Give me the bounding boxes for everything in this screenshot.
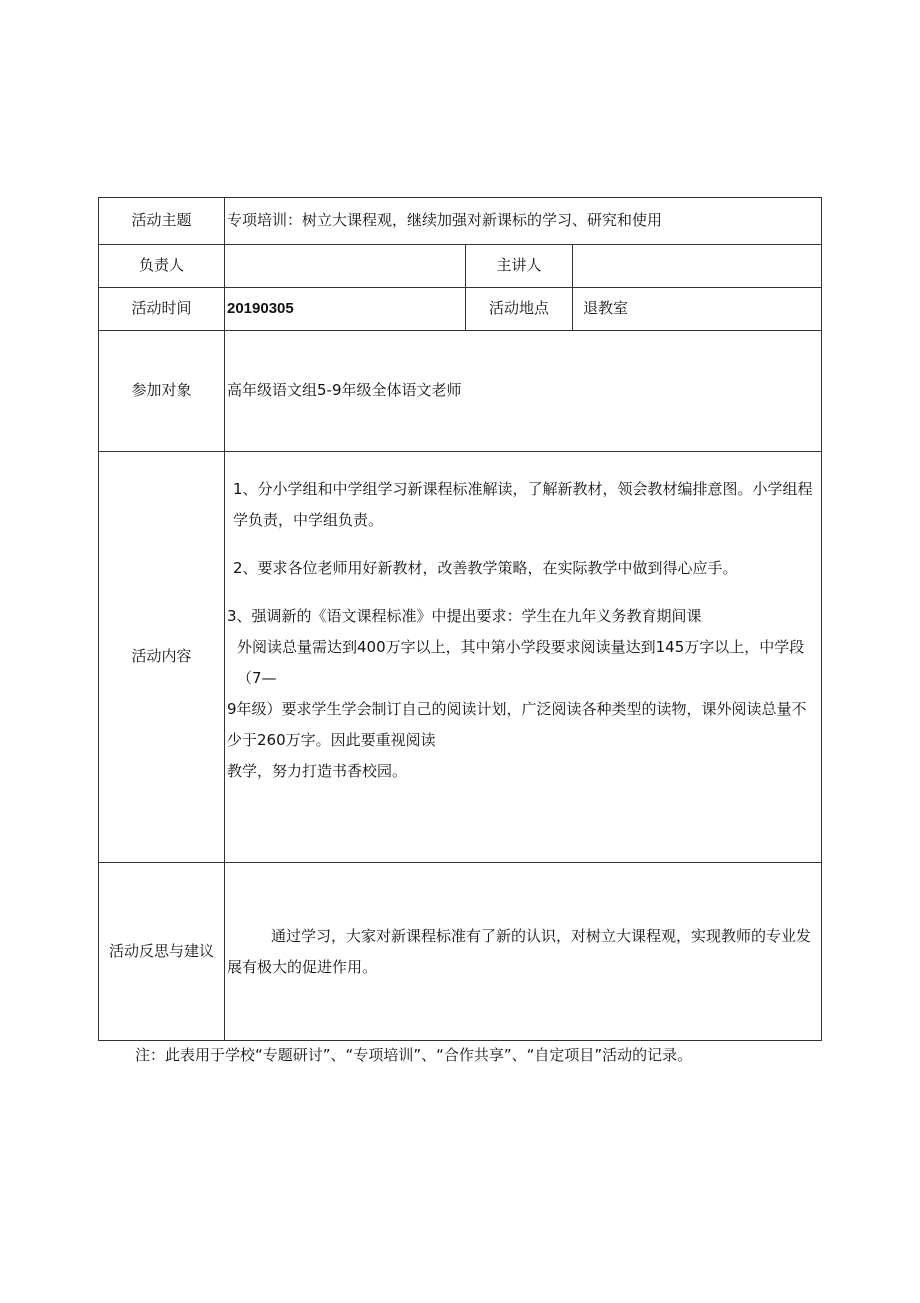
reflection-row <box>99 863 822 1041</box>
content-item-3-line-4: 教学，努力打造书香校园。 <box>227 762 408 780</box>
speaker-label: 主讲人 <box>466 245 573 288</box>
content-item-3-line-1: 3、强调新的《语文课程标准》中提出要求：学生在九年义务教育期间课 <box>227 607 702 625</box>
theme-label: 活动主题 <box>99 198 225 245</box>
content-item-3-line-2: 外阅读总量需达到400万字以上，其中第小学段要求阅读量达到145万字以上，中学段（7— <box>237 638 805 687</box>
time-label: 活动时间 <box>99 288 225 331</box>
content-item-3-line-3: 9年级）要求学生学会制订自己的阅读计划，广泛阅读各种类型的读物，课外阅读总量不少于260万字。因此要重视阅读 <box>227 700 807 749</box>
speaker-value <box>573 245 822 288</box>
content-item-1: 1、分小学组和中学组学习新课程标准解读，了解新教材，领会教材编排意图。小学组程学负责，中学组负责。 <box>233 480 813 529</box>
content-label: 活动内容 <box>99 452 225 863</box>
leader-row <box>99 245 822 288</box>
theme-row <box>99 198 822 245</box>
content-row <box>99 452 822 863</box>
reflection-text: 通过学习，大家对新课程标准有了新的认识，对树立大课程观，实现教师的专业发展有极大的促进作用。 <box>227 926 812 976</box>
content-item-2: 2、要求各位老师用好新教材，改善教学策略，在实际教学中做到得心应手。 <box>233 559 738 577</box>
content-item-3 <box>227 601 815 787</box>
time-row <box>99 288 822 331</box>
theme-value: 专项培训：树立大课程观，继续加强对新课标的学习、研究和使用 <box>225 198 822 245</box>
leader-value <box>225 245 466 288</box>
participants-label: 参加对象 <box>99 331 225 452</box>
participants-value: 高年级语文组5-9年级全体语文老师 <box>225 331 822 452</box>
place-label: 活动地点 <box>466 288 573 331</box>
footnote: 注：此表用于学校“专题研讨”、“专项培训”、“合作共享”、“自定项目”活动的记录。 <box>135 1046 693 1064</box>
content-body <box>225 452 822 863</box>
activity-record-table <box>98 197 822 1041</box>
leader-label: 负责人 <box>99 245 225 288</box>
reflection-body <box>225 863 822 1041</box>
place-value: 退教室 <box>573 288 822 331</box>
participants-row <box>99 331 822 452</box>
time-value: 20190305 <box>225 288 466 331</box>
reflection-label: 活动反思与建议 <box>99 863 225 1041</box>
